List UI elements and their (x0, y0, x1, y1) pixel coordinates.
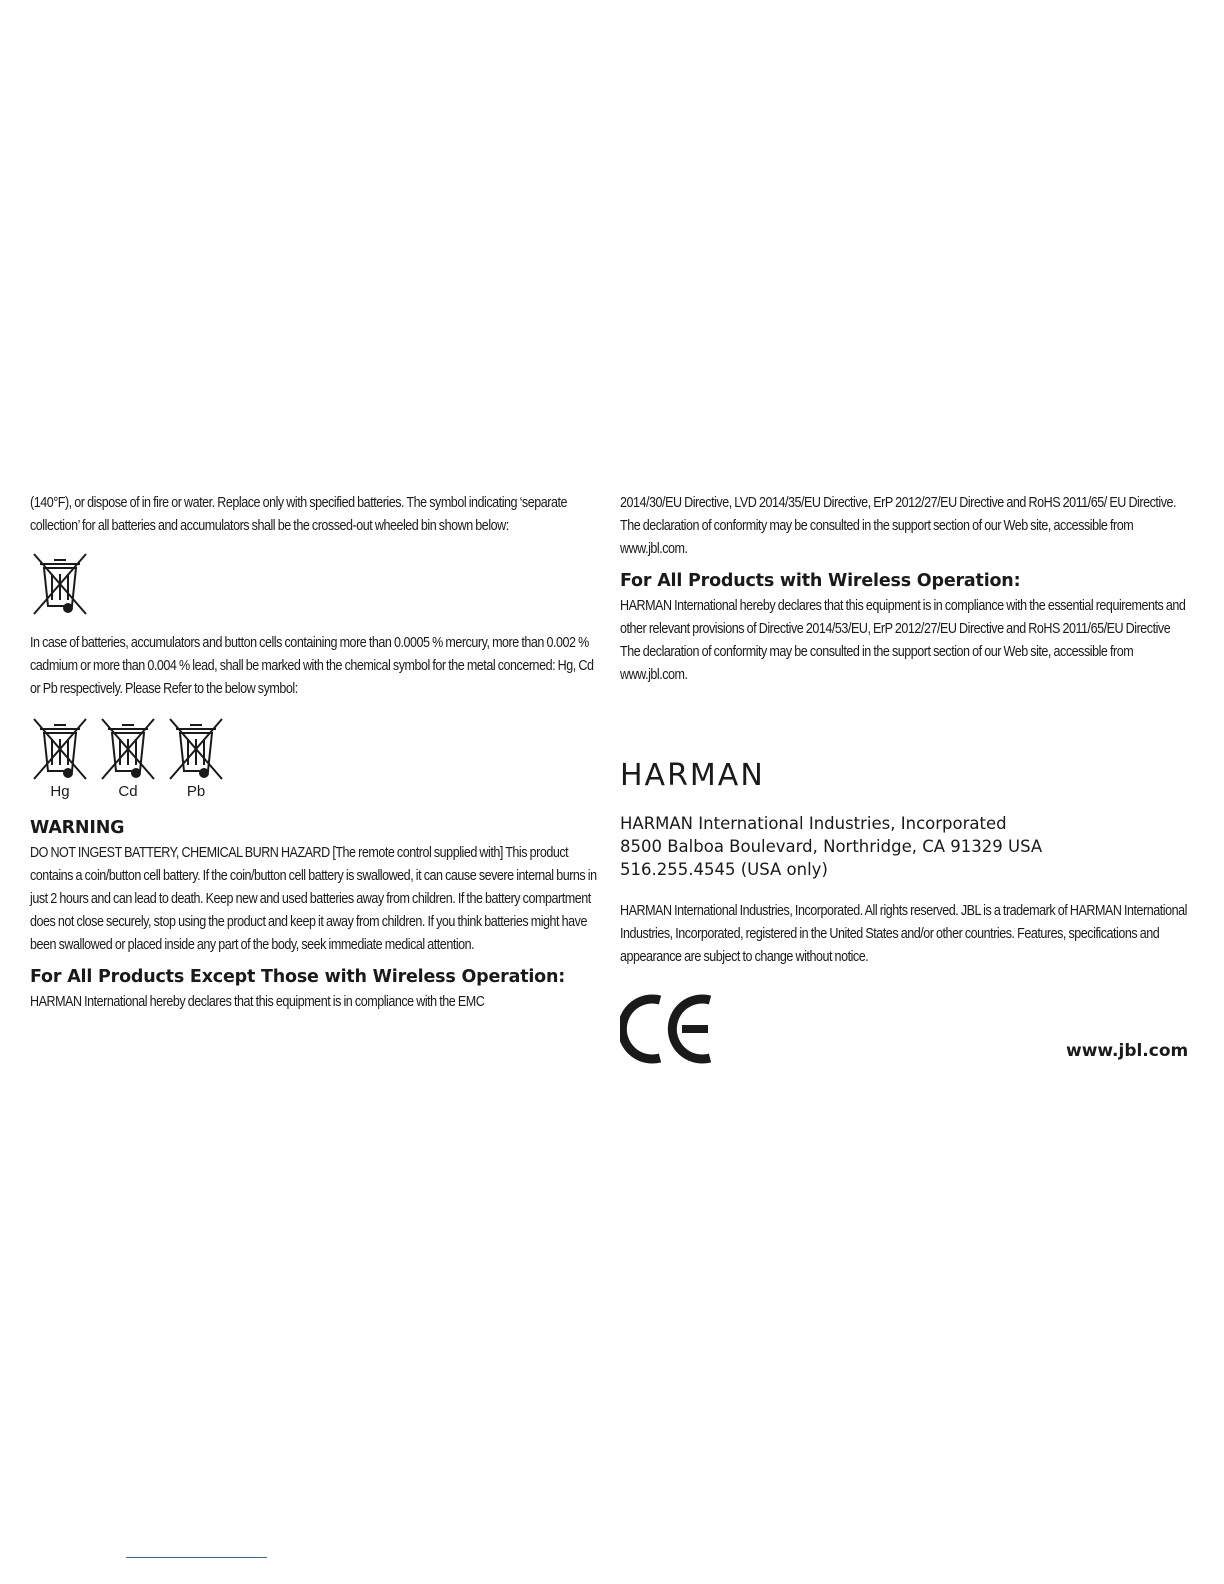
warning-heading: WARNING (30, 818, 125, 838)
metal-marking-text: In case of batteries, accumulators and button cells containing more than 0.0005 % mercury, more than 0.002 % cadmium or more than 0.004 % lead, shall be marked with the chemical symbol for the metal concerned: Hg, Cd or Pb respectively. Please Refer to the below symbol: (30, 635, 594, 697)
harman-logo: HARMAN (620, 758, 765, 793)
wireless-text: HARMAN International hereby declares that this equipment is in compliance with the essential requirements and other relevant provisions of Directive 2014/53/EU, ErP 2012/27/EU Directive and RoHS 2011/65/EU Directive The declaration of conformity may be consulted in the support section of our Web site, accessible from www.jbl.com. (620, 598, 1186, 683)
bin-label-pb: Pb (186, 783, 206, 800)
left-column (30, 492, 602, 1014)
right-column (620, 492, 1185, 687)
website-url[interactable]: www.jbl.com (1066, 1041, 1189, 1061)
crossed-out-wheeled-bin-icon (30, 715, 90, 781)
company-address (620, 812, 1042, 881)
crossed-out-wheeled-bin-icon (30, 550, 90, 616)
bin-hg (30, 715, 90, 800)
crossed-out-wheeled-bin-icon (166, 715, 226, 781)
bin-cd (98, 715, 158, 800)
battery-disposal-text: (140°F), or dispose of in fire or water. Replace only with specified batteries. The symbol indicating ‘separate collection’ for all batteries and accumulators shall be the crossed-out wheeled bin shown below: (30, 495, 567, 534)
address-line: HARMAN International Industries, Incorporated (620, 814, 1007, 833)
crossed-out-wheeled-bin-icon (98, 715, 158, 781)
wireless-heading: For All Products with Wireless Operation: (620, 571, 1021, 591)
bin-symbol (30, 550, 602, 622)
except-wireless-heading: For All Products Except Those with Wireless Operation: (30, 967, 566, 987)
bin-pb (166, 715, 226, 800)
bin-label-hg: Hg (50, 783, 70, 800)
except-wireless-text: HARMAN International hereby declares that this equipment is in compliance with the EMC (30, 994, 485, 1010)
rights-block (620, 900, 1185, 969)
address-line: 8500 Balboa Boulevard, Northridge, CA 91329 USA (620, 837, 1043, 856)
emc-directive-text: 2014/30/EU Directive, LVD 2014/35/EU Directive, ErP 2012/27/EU Directive and RoHS 2011/65/ EU Directive. The declaration of conformity may be consulted in the support section of our Web site, accessible from www.jbl.com. (620, 495, 1177, 557)
metal-bin-symbols (30, 715, 602, 800)
ce-mark-icon (620, 994, 714, 1069)
warning-text: DO NOT INGEST BATTERY, CHEMICAL BURN HAZARD [The remote control supplied with] This product contains a coin/button cell battery. If the coin/button cell battery is swallowed, it can cause severe internal burns in just 2 hours and can lead to death. Keep new and used batteries away from children. If the battery compartment does not close securely, stop using the product and keep it away from children. If you think batteries might have been swallowed or placed inside any part of the body, seek immediate medical attention. (30, 845, 597, 953)
bin-label-cd: Cd (118, 783, 138, 800)
rights-text: HARMAN International Industries, Incorporated. All rights reserved. JBL is a trademark of HARMAN International Industries, Incorporated, registered in the United States and/or other countries. Features, specifications and appearance are subject to change without notice. (620, 903, 1187, 965)
address-line: 516.255.4545 (USA only) (620, 860, 828, 879)
footer-rule (126, 1557, 267, 1558)
